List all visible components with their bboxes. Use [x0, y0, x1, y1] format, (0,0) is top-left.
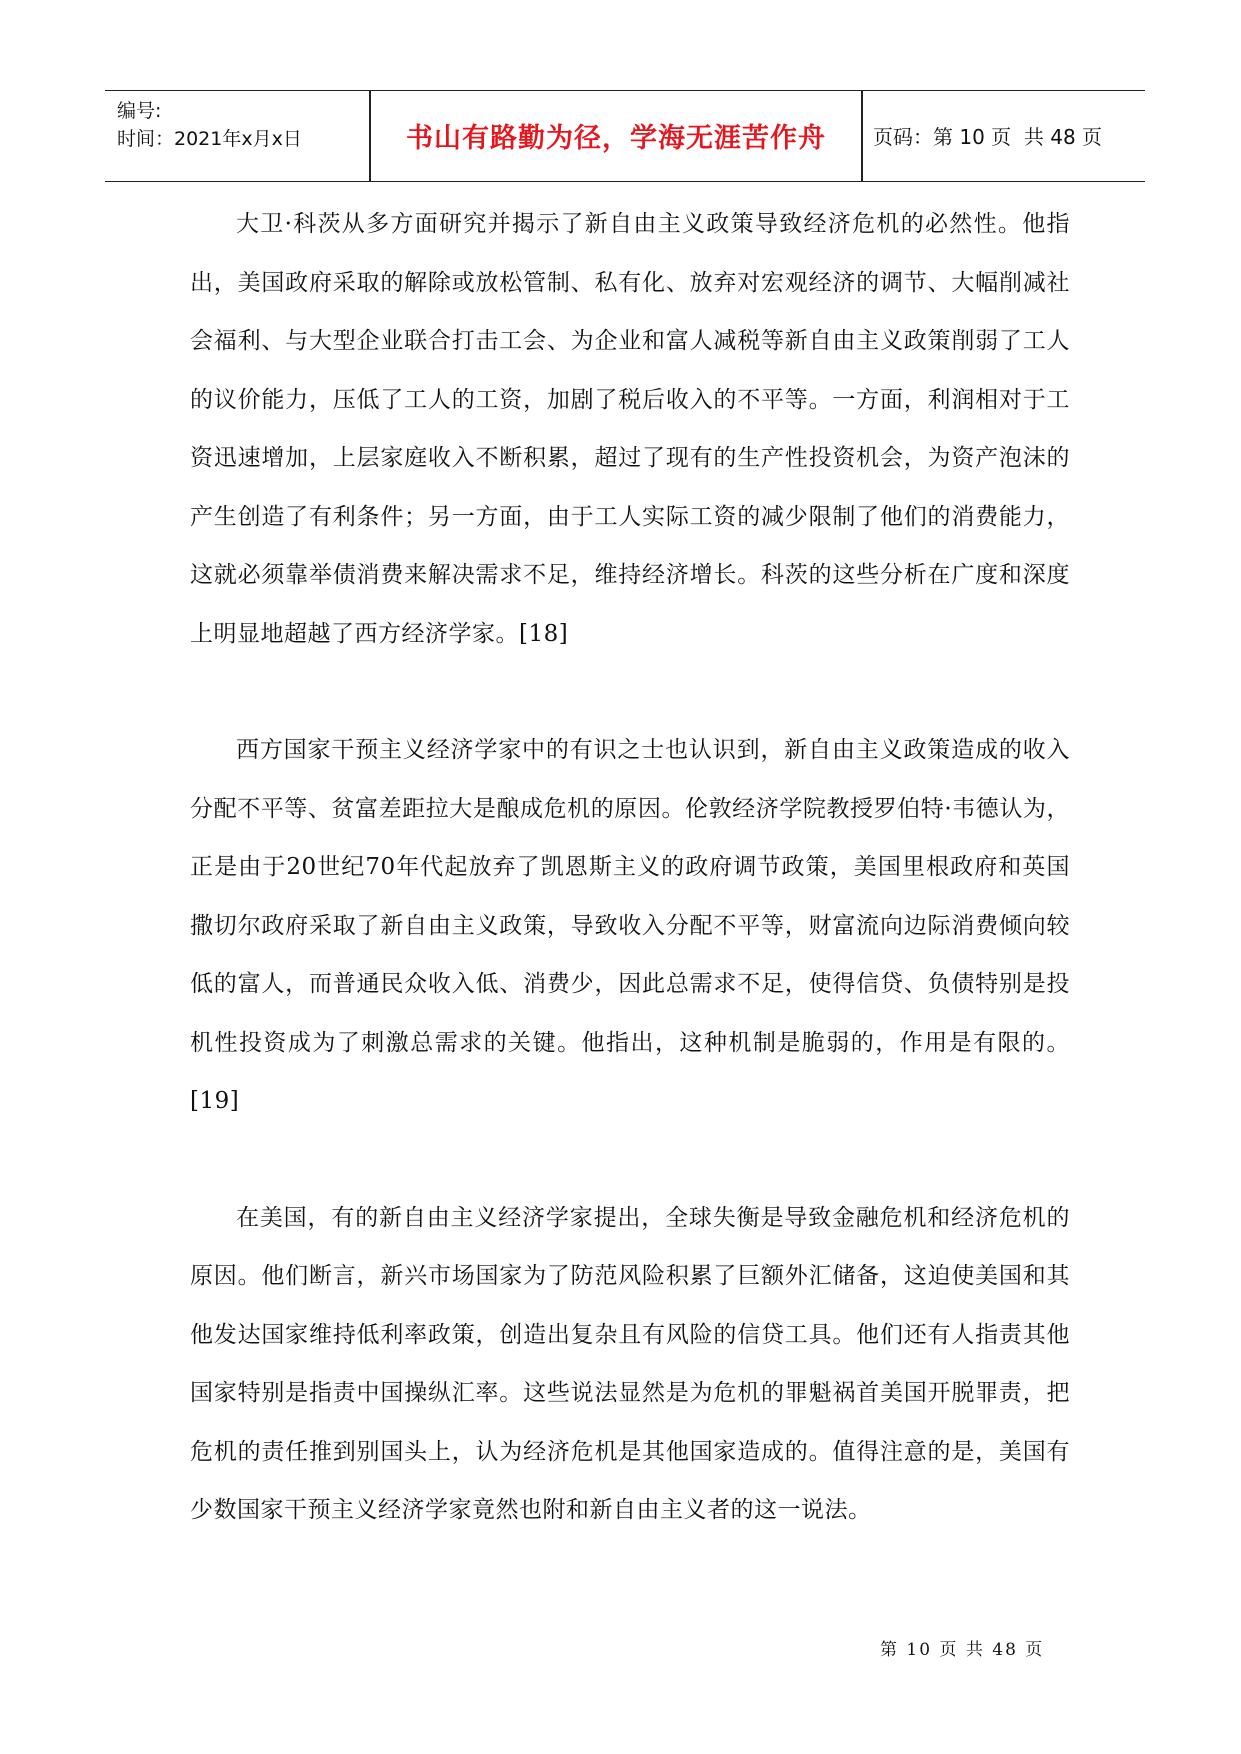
page-footer: 第 10 页 共 48 页: [880, 1640, 1045, 1660]
paragraph-1: 大卫·科茨从多方面研究并揭示了新自由主义政策导致经济危机的必然性。他指出，美国政府采取的解除或放松管制、私有化、放弃对宏观经济的调节、大幅削减社会福利、与大型企业联合打击工会、为企业和富人减税等新自由主义政策削弱了工人的议价能力，压低了工人的工资，加剧了税后收入的不平等。一方面，利润相对于工资迅速增加，上层家庭收入不断积累，超过了现有的生产性投资机会，为资产泡沫的产生创造了有利条件；另一方面，由于工人实际工资的减少限制了他们的消费能力，这就必须靠举债消费来解决需求不足，维持经济增长。科茨的这些分析在广度和深度上明显地超越了西方经济学家。[18]: [190, 211, 1070, 647]
header-divider-right: [861, 91, 863, 181]
document-number-label: 编号:: [117, 100, 162, 122]
document-time-label: 时间：2021年x月x日: [117, 128, 302, 150]
document-body: [190, 195, 1070, 1540]
paragraph-2: 西方国家干预主义经济学家中的有识之士也认识到，新自由主义政策造成的收入分配不平等、贫富差距拉大是酿成危机的原因。伦敦经济学院教授罗伯特·韦德认为，正是由于20世纪70年代起放弃了凯恩斯主义的政府调节政策，美国里根政府和英国撒切尔政府采取了新自由主义政策，导致收入分配不平等，财富流向边际消费倾向较低的富人，而普通民众收入低、消费少，因此总需求不足，使得信贷、负债特别是投机性投资成为了刺激总需求的关键。他指出，这种机制是脆弱的，作用是有限的。[19]: [190, 737, 1070, 1114]
paragraph-3: 在美国，有的新自由主义经济学家提出，全球失衡是导致金融危机和经济危机的原因。他们断言，新兴市场国家为了防范风险积累了巨额外汇储备，这迫使美国和其他发达国家维持低利率政策，创造出复杂且有风险的信贷工具。他们还有人指责其他国家特别是指责中国操纵汇率。这些说法显然是为危机的罪魁祸首美国开脱罪责，把危机的责任推到别国头上，认为经济危机是其他国家造成的。值得注意的是，美国有少数国家干预主义经济学家竟然也附和新自由主义者的这一说法。: [190, 1204, 1070, 1523]
header-motto: 书山有路勤为径，学海无涯苦作舟: [406, 123, 826, 154]
header-page-info: 页码：第 10 页 共 48 页: [873, 125, 1103, 149]
document-header: [105, 90, 1145, 182]
header-meta: [117, 97, 367, 153]
